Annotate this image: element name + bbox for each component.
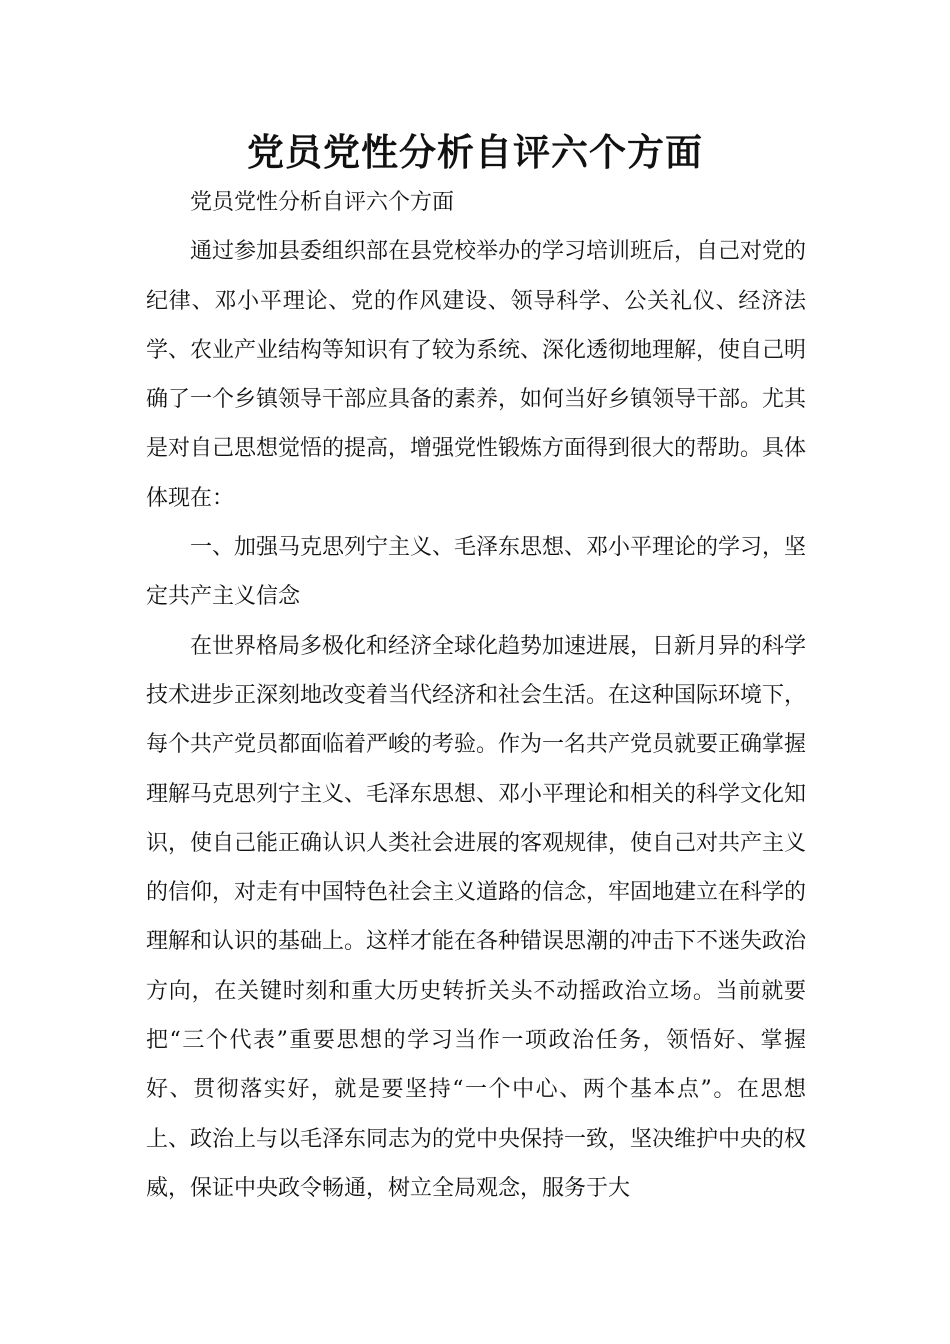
document-body <box>146 178 806 1213</box>
section-heading-one: 一、加强马克思列宁主义、毛泽东思想、邓小平理论的学习，坚定共产主义信念 <box>146 535 807 610</box>
section-one-paragraph: 在世界格局多极化和经济全球化趋势加速进展，日新月异的科学技术进步正深刻地改变着当代经济和社会生活。在这种国际环境下，每个共产党员都面临着严峻的考验。作为一名共产党员就要正确掌握理解马克思列宁主义、毛泽东思想、邓小平理论和相关的科学文化知识，使自己能正确认识人类社会进展的客观规律，使自己对共产主义的信仰，对走有中国特色社会主义道路的信念，牢固地建立在科学的理解和认识的基础上。这样才能在各种错误思潮的冲击下不迷失政治方向，在关键时刻和重大历史转折关头不动摇政治立场。当前就要把“三个代表”重要思想的学习当作一项政治任务，领悟好、掌握好、贯彻落实好，就是要坚持“一个中心、两个基本点”。在思想上、政治上与以毛泽东同志为的党中央保持一致，坚决维护中央的权威，保证中央政令畅通，树立全局观念，服务于大 <box>146 633 807 1201</box>
subtitle-paragraph: 党员党性分析自评六个方面 <box>190 190 455 215</box>
intro-paragraph: 通过参加县委组织部在县党校举办的学习培训班后，自己对党的纪律、邓小平理论、党的作风建设、领导科学、公关礼仪、经济法学、农业产业结构等知识有了较为系统、深化透彻地理解，使自己明确了一个乡镇领导干部应具备的素养，如何当好乡镇领导干部。尤其是对自己思想觉悟的提高，增强党性锻炼方面得到很大的帮助。具体体现在： <box>146 239 807 511</box>
document-title: 党员党性分析自评六个方面 <box>247 131 703 174</box>
